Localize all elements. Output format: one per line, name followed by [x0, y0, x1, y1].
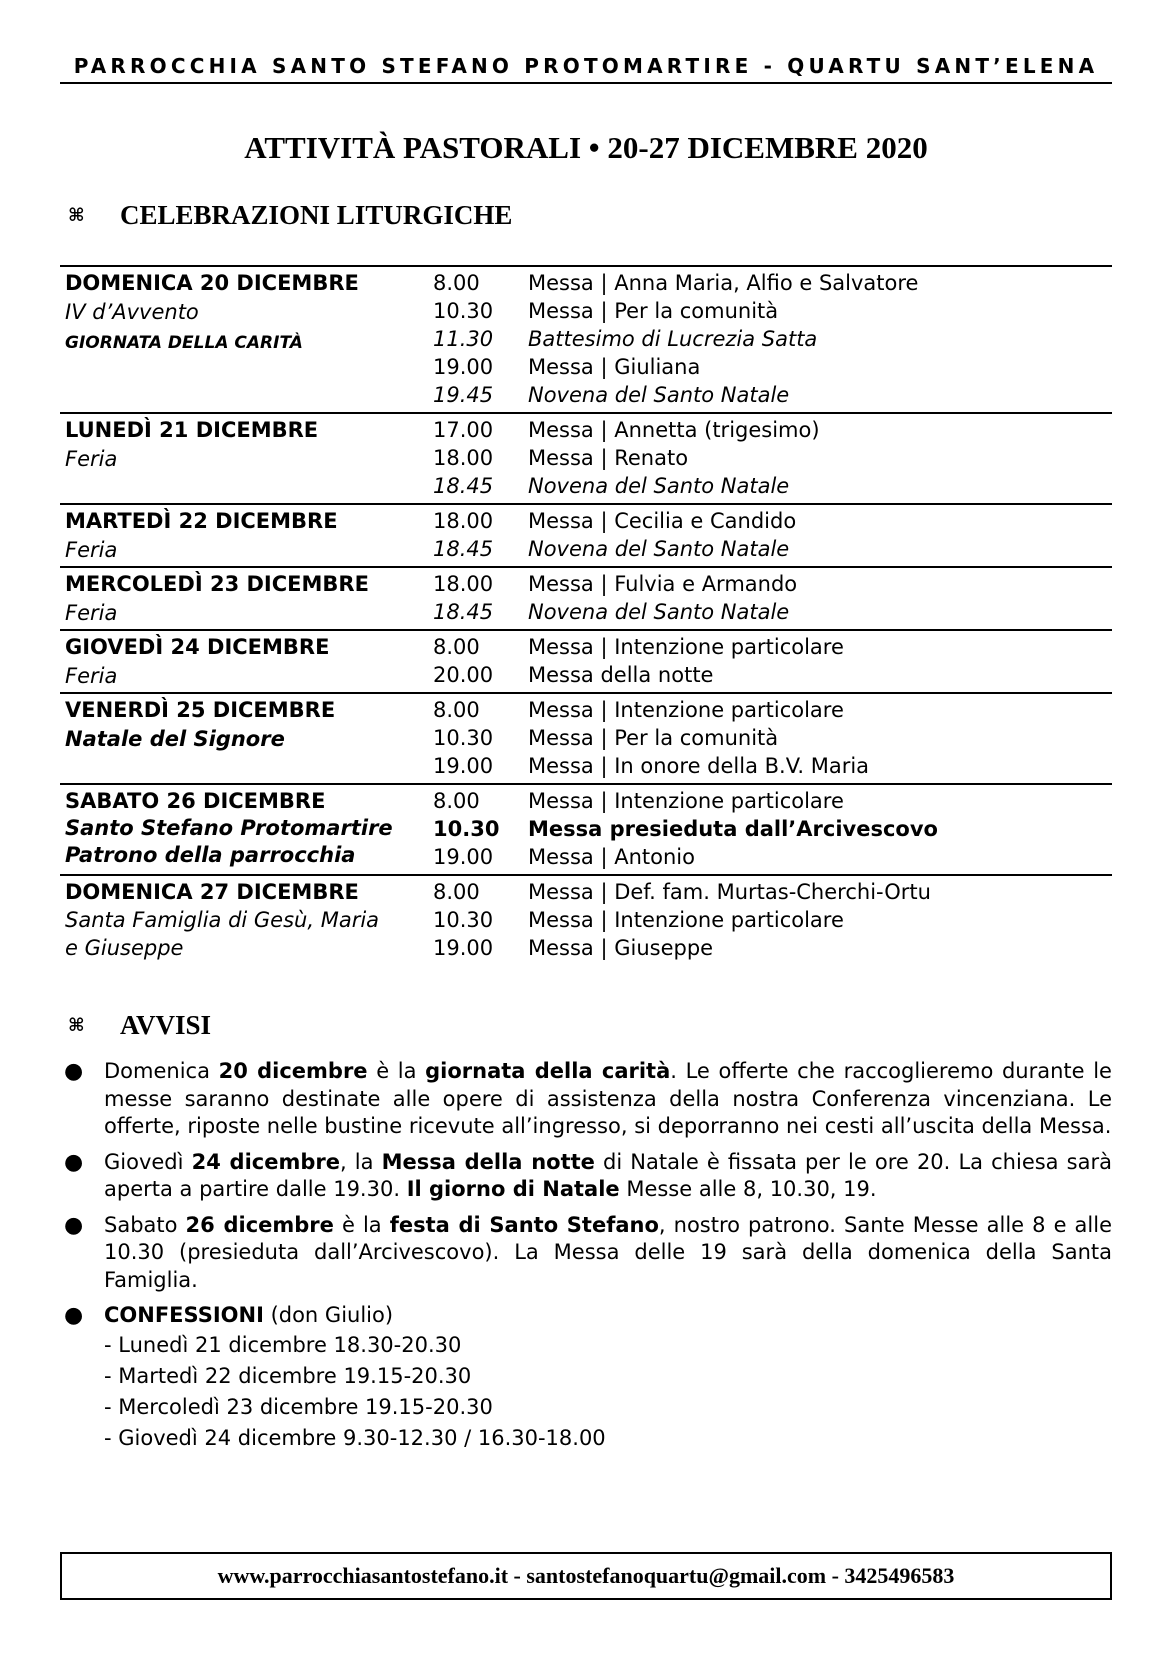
liturgical-schedule — [60, 265, 1112, 965]
event-time: 20.00 — [433, 663, 494, 687]
avvisi-section-heading — [68, 1010, 211, 1041]
event-time: 19.00 — [433, 936, 494, 960]
bullet-icon: ● — [64, 1303, 84, 1328]
day-subtitle: IV d’Avvento — [65, 300, 199, 324]
day-date: LUNEDÌ 21 DICEMBRE — [65, 418, 319, 442]
avvisi-heading-label: AVVISI — [120, 1010, 212, 1040]
event-desc: Messa | Giuliana — [528, 355, 701, 379]
event-desc: Messa | Per la comunità — [528, 726, 779, 750]
day-row — [60, 629, 1112, 692]
event-desc: Messa | Annetta (trigesimo) — [528, 418, 820, 442]
event-time: 10.30 — [433, 299, 494, 323]
day-row — [60, 566, 1112, 629]
confession-slot: - Lunedì 21 dicembre 18.30-20.30 — [104, 1332, 462, 1357]
day-subtitle: Santa Famiglia di Gesù, Maria — [65, 908, 380, 932]
event-time: 8.00 — [433, 635, 480, 659]
event-time: 19.00 — [433, 754, 494, 778]
day-subtitle: Feria — [65, 447, 118, 471]
event-time: 11.30 — [433, 327, 494, 351]
cross-mark-icon: ⌘ — [68, 205, 85, 226]
event-desc: Messa | Per la comunità — [528, 299, 779, 323]
event-desc: Novena del Santo Natale — [528, 474, 790, 498]
event-desc: Messa | Antonio — [528, 845, 695, 869]
event-desc: Messa | Cecilia e Candido — [528, 509, 797, 533]
event-desc: Messa | In onore della B.V. Maria — [528, 754, 870, 778]
confession-slot: - Martedì 22 dicembre 19.15-20.30 — [104, 1363, 472, 1388]
header-divider — [60, 82, 1112, 84]
day-subtitle-secondary: Patrono della parrocchia — [65, 843, 356, 867]
day-note: GIORNATA DELLA CARITÀ — [65, 333, 303, 353]
event-desc: Messa della notte — [528, 663, 714, 687]
event-row — [433, 785, 1112, 815]
event-time: 8.00 — [433, 789, 480, 813]
bullet-icon: ● — [64, 1212, 84, 1238]
day-row — [60, 503, 1112, 566]
event-time: 19.00 — [433, 845, 494, 869]
parish-header: PARROCCHIA SANTO STEFANO PROTOMARTIRE - QUARTU SANT’ELENA — [73, 54, 1099, 78]
event-row — [433, 535, 1112, 563]
notice-item: ● Sabato 26 dicembre è la festa di Santo Stefano, nostro patrono. Sante Messe alle 8 e alle 10.30 (presieduta dall’Arcivescovo). La Messa delle 19 sarà della domenica della Santa Famiglia. — [64, 1212, 1112, 1292]
event-time: 10.30 — [433, 817, 500, 841]
event-row — [433, 724, 1112, 752]
cross-mark-icon: ⌘ — [68, 1015, 85, 1036]
event-desc: Messa | Renato — [528, 446, 689, 470]
event-row — [433, 843, 1112, 871]
event-desc: Messa presieduta dall’Arcivescovo — [528, 817, 938, 841]
day-row — [60, 692, 1112, 783]
bullet-icon: ● — [64, 1149, 84, 1175]
event-row — [433, 876, 1112, 906]
day-date: DOMENICA 20 DICEMBRE — [65, 271, 359, 295]
event-time: 18.45 — [433, 600, 494, 624]
event-row — [433, 568, 1112, 598]
event-row — [433, 444, 1112, 472]
event-desc: Messa | Intenzione particolare — [528, 635, 844, 659]
day-date: VENERDÌ 25 DICEMBRE — [65, 698, 336, 722]
footer-contacts: www.parrocchiasantostefano.it - santostefanoquartu@gmail.com - 3425496583 — [60, 1552, 1112, 1600]
notice-item: ● Domenica 20 dicembre è la giornata della carità. Le offerte che raccoglieremo durante le messe saranno destinate alle opere di assistenza della nostra Conferenza vincenziana. Le offerte, riposte nelle bustine ricevute all’ingresso, si deporranno nei cesti all’uscita della Messa. — [64, 1059, 1112, 1138]
day-subtitle: Feria — [65, 601, 118, 625]
event-row — [433, 414, 1112, 444]
day-date: SABATO 26 DICEMBRE — [65, 789, 326, 813]
event-desc: Messa | Def. fam. Murtas-Cherchi-Ortu — [528, 880, 931, 904]
event-time: 18.00 — [433, 446, 494, 470]
event-time: 10.30 — [433, 908, 494, 932]
day-date: GIOVEDÌ 24 DICEMBRE — [65, 635, 330, 659]
event-time: 8.00 — [433, 271, 480, 295]
event-time: 8.00 — [433, 698, 480, 722]
event-desc: Novena del Santo Natale — [528, 383, 790, 407]
event-time: 18.00 — [433, 572, 494, 596]
day-date: DOMENICA 27 DICEMBRE — [65, 880, 359, 904]
confession-slot: - Mercoledì 23 dicembre 19.15-20.30 — [104, 1394, 493, 1419]
event-row — [433, 598, 1112, 626]
event-row — [433, 381, 1112, 409]
event-time: 10.30 — [433, 726, 494, 750]
event-desc: Messa | Anna Maria, Alfio e Salvatore — [528, 271, 919, 295]
day-subtitle-secondary: e Giuseppe — [65, 936, 184, 960]
event-desc: Messa | Giuseppe — [528, 936, 714, 960]
event-time: 17.00 — [433, 418, 494, 442]
event-row — [433, 631, 1112, 661]
event-desc: Messa | Intenzione particolare — [528, 698, 844, 722]
event-row — [433, 661, 1112, 689]
event-time: 8.00 — [433, 880, 480, 904]
event-row — [433, 472, 1112, 500]
event-desc: Battesimo di Lucrezia Satta — [528, 327, 818, 351]
event-time: 19.45 — [433, 383, 494, 407]
day-row — [60, 874, 1112, 965]
bullet-icon: ● — [64, 1059, 84, 1084]
day-row — [60, 265, 1112, 412]
day-date: MARTEDÌ 22 DICEMBRE — [65, 509, 338, 533]
day-subtitle: Santo Stefano Protomartire — [65, 816, 393, 840]
notices-list — [60, 1058, 1112, 1462]
day-date: MERCOLEDÌ 23 DICEMBRE — [65, 572, 369, 596]
event-time: 18.45 — [433, 537, 494, 561]
event-row — [433, 906, 1112, 934]
confession-slot: - Giovedì 24 dicembre 9.30-12.30 / 16.30-18.00 — [104, 1425, 606, 1450]
liturgical-section-heading — [68, 200, 512, 231]
event-row — [433, 325, 1112, 353]
event-row — [433, 267, 1112, 297]
event-desc: Novena del Santo Natale — [528, 600, 790, 624]
event-time: 18.00 — [433, 509, 494, 533]
liturgical-heading-label: CELEBRAZIONI LITURGICHE — [120, 200, 513, 230]
day-row — [60, 783, 1112, 874]
event-row — [433, 353, 1112, 381]
event-row — [433, 934, 1112, 962]
day-subtitle: Natale del Signore — [65, 727, 285, 751]
day-subtitle: Feria — [65, 664, 118, 688]
notice-item-confessions: ● CONFESSIONI (don Giulio) - Lunedì 21 dicembre 18.30-20.30 - Martedì 22 dicembre 19.15-20.30 - Mercoledì 23 dicembre 19.15-20.30 - Giovedì 24 dicembre 9.30-12.30 / 16.30-18.00 — [60, 1302, 1112, 1454]
event-desc: Novena del Santo Natale — [528, 537, 790, 561]
event-row — [433, 505, 1112, 535]
event-desc: Messa | Intenzione particolare — [528, 908, 844, 932]
event-desc: Messa | Intenzione particolare — [528, 789, 844, 813]
event-time: 18.45 — [433, 474, 494, 498]
event-row — [433, 694, 1112, 724]
event-time: 19.00 — [433, 355, 494, 379]
event-row — [433, 752, 1112, 780]
day-subtitle: Feria — [65, 538, 118, 562]
page-title: ATTIVITÀ PASTORALI • 20-27 DICEMBRE 2020 — [244, 130, 928, 165]
event-row — [433, 815, 1112, 843]
event-desc: Messa | Fulvia e Armando — [528, 572, 798, 596]
notice-item: ● Giovedì 24 dicembre, la Messa della notte di Natale è fissata per le ore 20. La chiesa sarà aperta a partire dalle 19.30. Il giorno di Natale Messe alle 8, 10.30, 19. — [64, 1149, 1112, 1201]
event-row — [433, 297, 1112, 325]
day-row — [60, 412, 1112, 503]
